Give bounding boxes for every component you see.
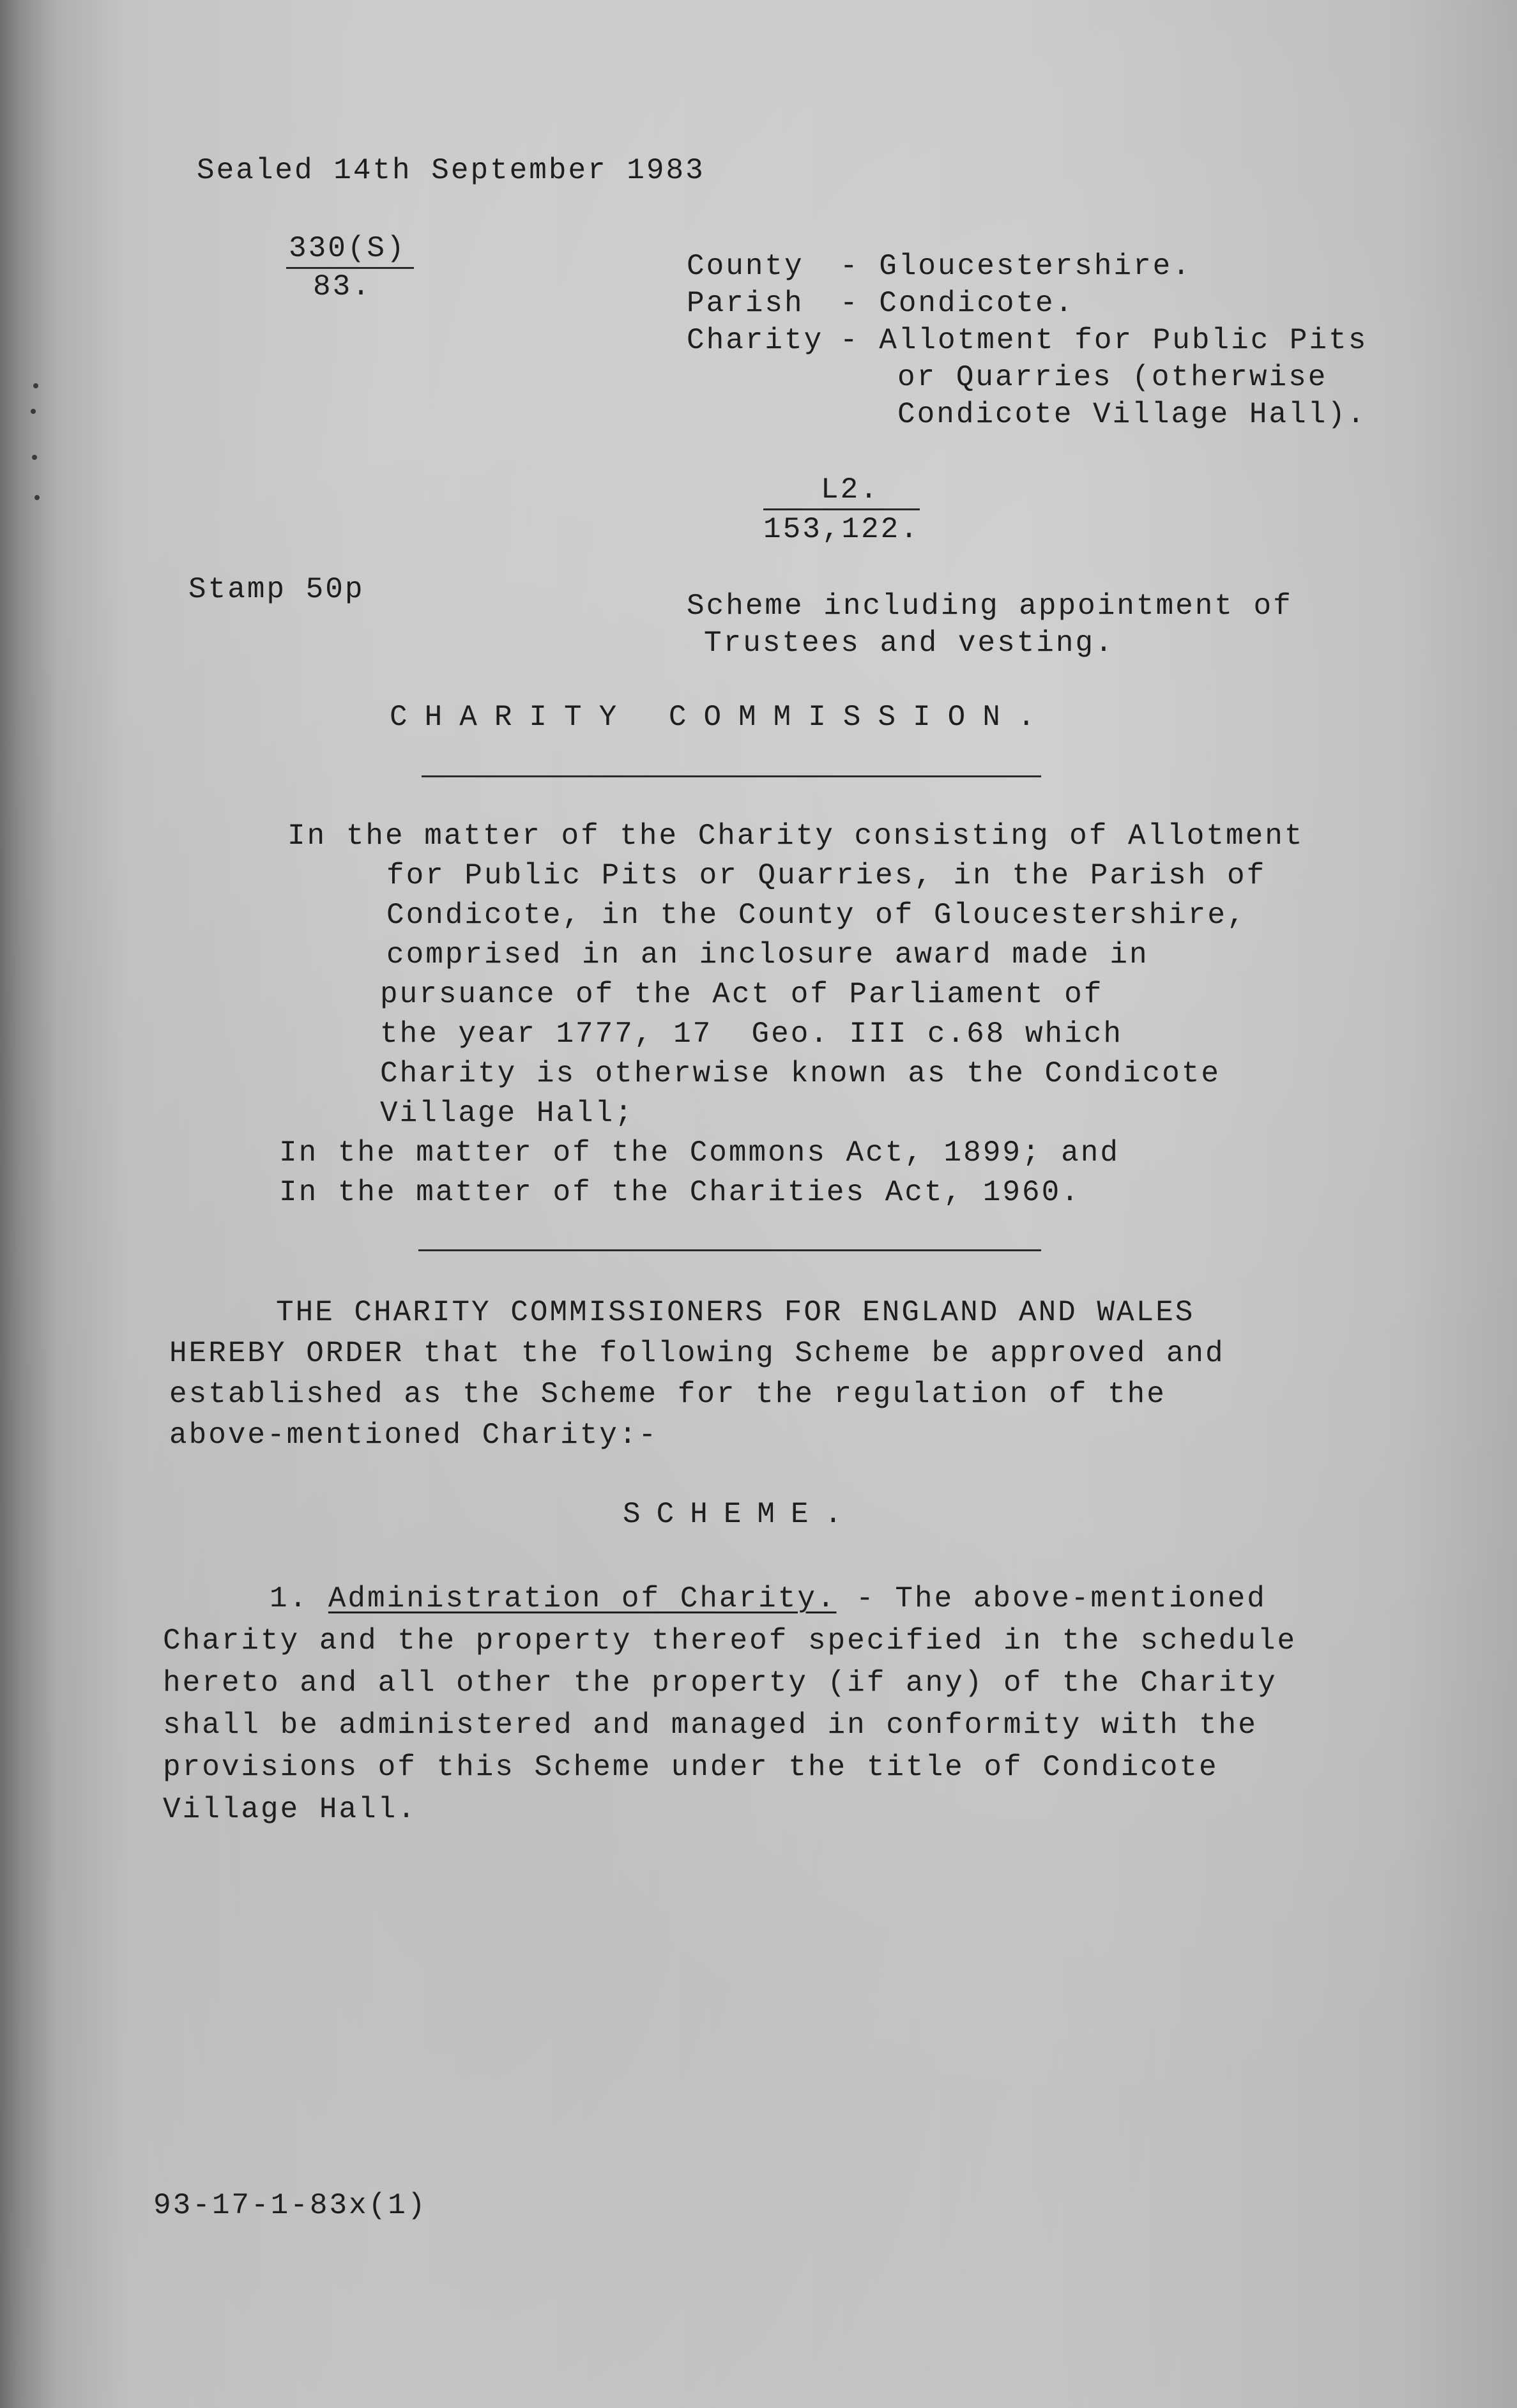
clause-line: shall be administered and managed in conformity with the xyxy=(163,1709,1258,1742)
document-title: CHARITY COMMISSION. xyxy=(390,701,1053,734)
sealed-date: Sealed 14th September 1983 xyxy=(197,154,705,187)
title-rule xyxy=(422,775,1041,777)
order-line: above-mentioned Charity:- xyxy=(169,1419,659,1452)
matter-line: Condicote, in the County of Gloucestershire, xyxy=(386,899,1247,932)
footer-reference: 93-17-1-83x(1) xyxy=(153,2189,427,2222)
order-line: THE CHARITY COMMISSIONERS FOR ENGLAND AND WALES xyxy=(276,1296,1195,1329)
matter-line: pursuance of the Act of Parliament of xyxy=(380,978,1104,1011)
matter-line: In the matter of the Charity consisting of Allotment xyxy=(287,819,1304,853)
charity-value-line: Condicote Village Hall). xyxy=(897,398,1367,431)
stamp-duty: Stamp 50p xyxy=(188,573,365,606)
clause-line: hereto and all other the property (if any) of the Charity xyxy=(163,1666,1277,1700)
reference-number-top: 330(S) xyxy=(289,232,406,265)
parish-label: Parish xyxy=(687,287,804,320)
county-label: County xyxy=(687,250,804,283)
county-value: - Gloucestershire. xyxy=(840,250,1192,283)
order-line: established as the Scheme for the regulation of the xyxy=(169,1378,1166,1411)
file-reference-top: L2. xyxy=(821,473,880,507)
matter-line: for Public Pits or Quarries, in the Parish of xyxy=(386,859,1267,892)
matter-line: comprised in an inclosure award made in xyxy=(386,938,1149,972)
matter-line: Village Hall; xyxy=(380,1097,634,1130)
charity-label: Charity xyxy=(687,324,824,357)
reference-number-bottom: 83. xyxy=(313,270,372,303)
clause-heading: Administration of Charity. xyxy=(328,1582,837,1615)
matter-line: In the matter of the Commons Act, 1899; and xyxy=(279,1136,1120,1170)
matter-rule xyxy=(418,1249,1041,1251)
scheme-description-line: Scheme including appointment of xyxy=(687,590,1293,623)
matter-line: In the matter of the Charities Act, 1960. xyxy=(279,1176,1081,1209)
parish-value: - Condicote. xyxy=(840,287,1075,320)
charity-value-line: - Allotment for Public Pits xyxy=(840,324,1368,357)
scheme-description-line: Trustees and vesting. xyxy=(704,627,1115,660)
clause-line: provisions of this Scheme under the title of Condicote xyxy=(163,1751,1219,1784)
clause-text: - The above-mentioned xyxy=(836,1582,1267,1615)
clause-number: 1. xyxy=(270,1582,309,1615)
order-line: HEREBY ORDER that the following Scheme be approved and xyxy=(169,1337,1225,1370)
scheme-heading: SCHEME. xyxy=(623,1498,858,1531)
matter-line: the year 1777, 17 Geo. III c.68 which xyxy=(380,1017,1123,1051)
clause-line: Village Hall. xyxy=(163,1793,417,1826)
charity-value-line: or Quarries (otherwise xyxy=(897,361,1328,394)
matter-line: Charity is otherwise known as the Condicote xyxy=(380,1057,1221,1090)
clause-1-first-line xyxy=(270,1579,1267,1619)
file-reference-bottom: 153,122. xyxy=(763,513,920,546)
clause-line: Charity and the property thereof specified in the schedule xyxy=(163,1624,1297,1657)
